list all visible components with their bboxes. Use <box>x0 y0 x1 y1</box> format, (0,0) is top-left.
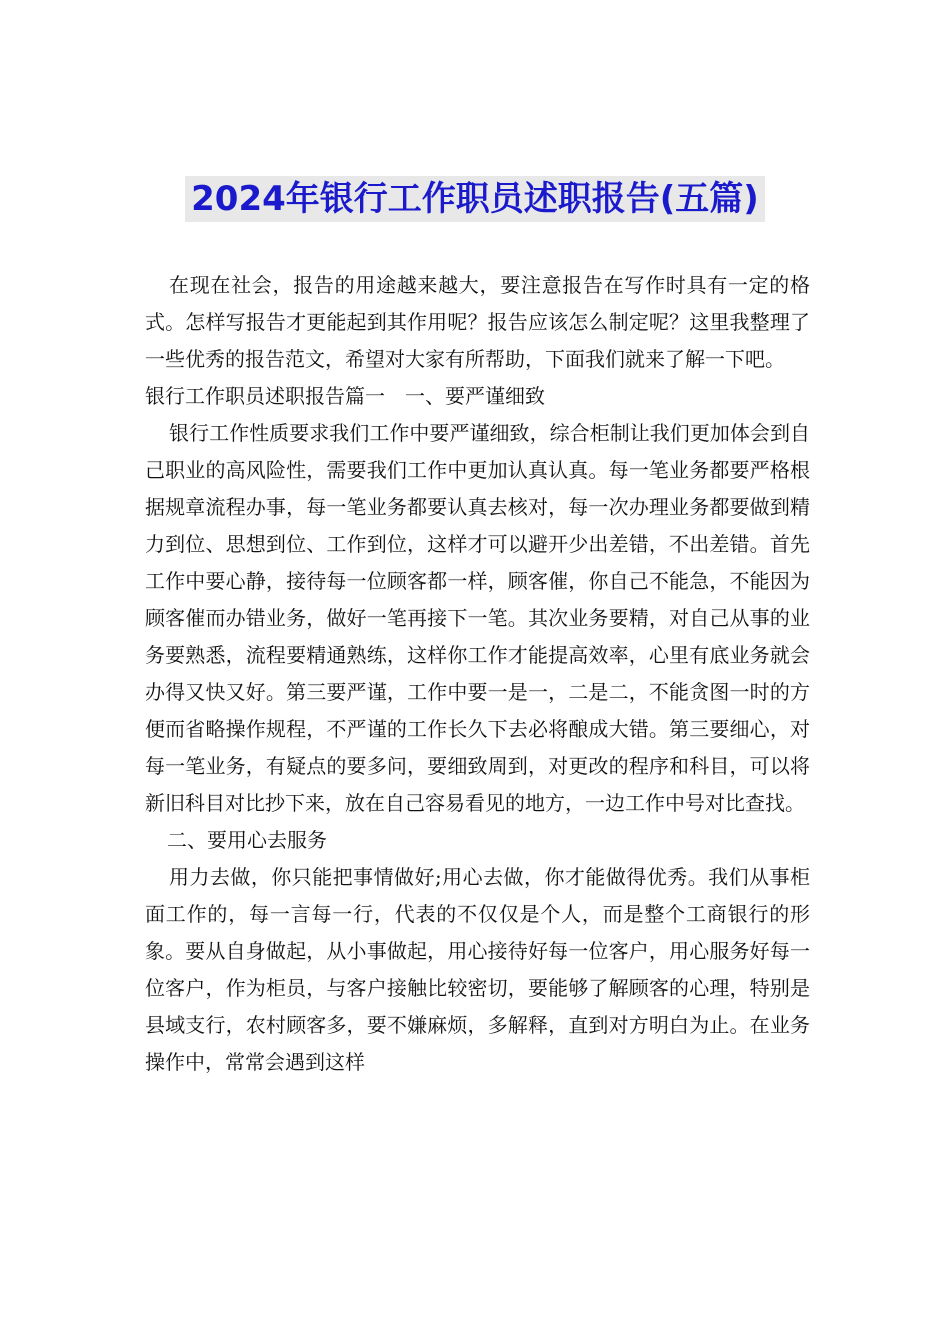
document-body <box>145 267 810 1081</box>
title-container <box>0 176 950 222</box>
section-heading-2: 二、要用心去服务 <box>167 828 327 852</box>
document-title: 2024年银行工作职员述职报告(五篇) <box>185 176 765 222</box>
body-paragraph-1: 银行工作性质要求我们工作中要严谨细致，综合柜制让我们更加体会到自己职业的高风险性，需要我们工作中更加认真认真。每一笔业务都要严格根据规章流程办事，每一笔业务都要认真去核对，每一次办理业务都要做到精力到位、思想到位、工作到位，这样才可以避开少出差错，不出差错。首先工作中要心静，接待每一位顾客都一样，顾客催，你自己不能急，不能因为顾客催而办错业务，做好一笔再接下一笔。其次业务要精，对自己从事的业务要熟悉，流程要精通熟练，这样你工作才能提高效率，心里有底业务就会办得又快又好。第三要严谨，工作中要一是一，二是二，不能贪图一时的方便而省略操作规程，不严谨的工作长久下去必将酿成大错。第三要细心，对每一笔业务，有疑点的要多问，要细致周到，对更改的程序和科目，可以将新旧科目对比抄下来，放在自己容易看见的地方，一边工作中号对比查找。 <box>145 421 810 815</box>
section-heading-1: 银行工作职员述职报告篇一 一、要严谨细致 <box>145 384 545 408</box>
intro-paragraph: 在现在社会，报告的用途越来越大，要注意报告在写作时具有一定的格式。怎样写报告才更能起到其作用呢？报告应该怎么制定呢？这里我整理了一些优秀的报告范文，希望对大家有所帮助，下面我们就来了解一下吧。 <box>145 273 810 371</box>
body-paragraph-2: 用力去做，你只能把事情做好;用心去做，你才能做得优秀。我们从事柜面工作的，每一言每一行，代表的不仅仅是个人，而是整个工商银行的形象。要从自身做起，从小事做起，用心接待好每一位客户，用心服务好每一位客户，作为柜员，与客户接触比较密切，要能够了解顾客的心理，特别是县域支行，农村顾客多，要不嫌麻烦，多解释，直到对方明白为止。在业务操作中，常常会遇到这样 <box>145 865 810 1074</box>
